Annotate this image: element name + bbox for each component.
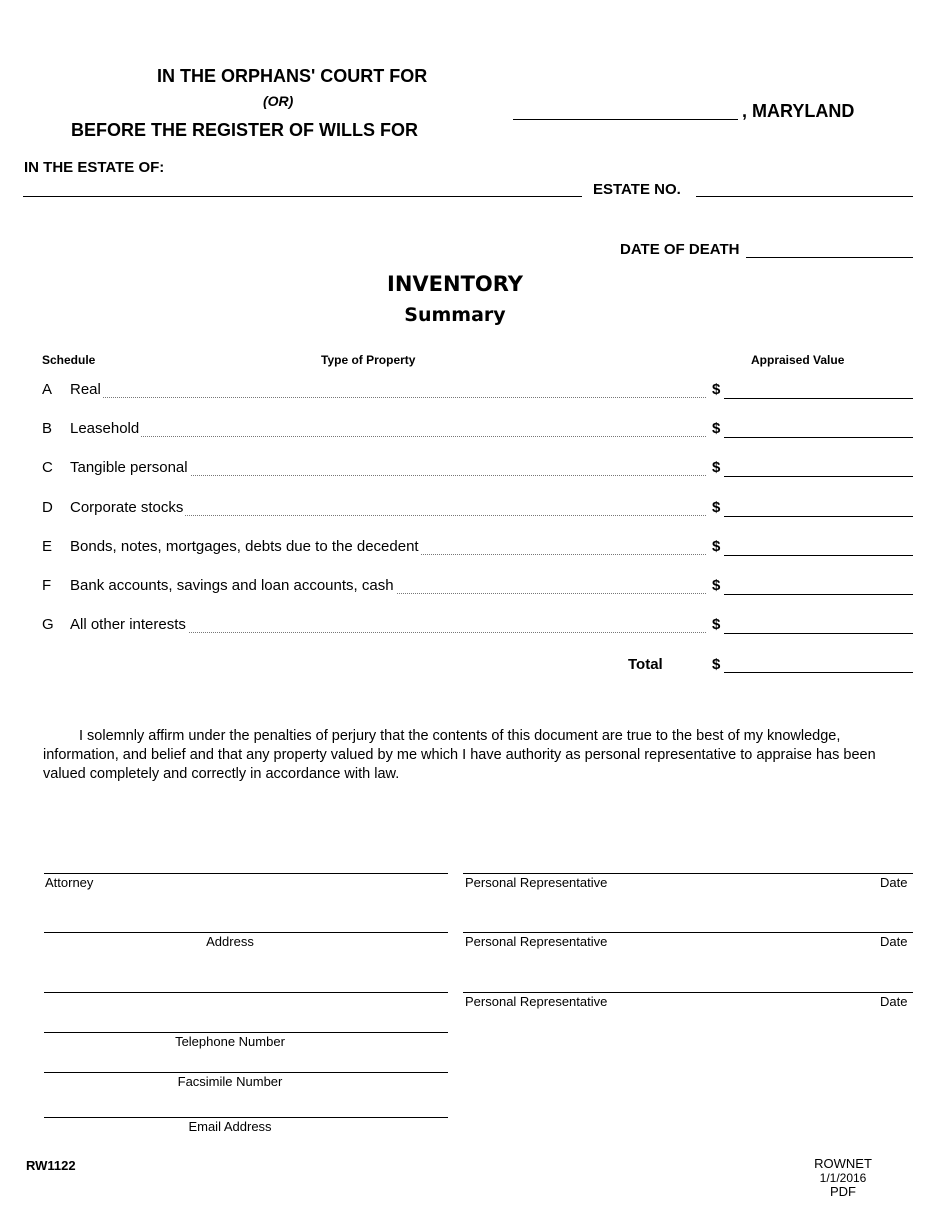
currency-symbol: $ — [712, 577, 721, 594]
date-label: Date — [880, 875, 908, 890]
property-type: Bonds, notes, mortgages, debts due to the decedent — [70, 538, 419, 555]
table-row — [0, 538, 950, 560]
personal-rep-signature-field[interactable] — [463, 932, 913, 933]
page-title: INVENTORY — [387, 272, 523, 296]
personal-rep-label: Personal Representative — [465, 875, 608, 890]
appraised-value-field[interactable] — [724, 516, 913, 517]
total-label: Total — [628, 656, 663, 673]
currency-symbol: $ — [712, 616, 721, 633]
email-field[interactable] — [44, 1117, 448, 1118]
column-header-value: Appraised Value — [751, 353, 845, 367]
schedule-letter: A — [42, 381, 53, 398]
schedule-letter: E — [42, 538, 53, 555]
appraised-value-field[interactable] — [724, 398, 913, 399]
date-of-death-label: DATE OF DEATH — [620, 241, 740, 258]
currency-symbol: $ — [712, 499, 721, 516]
property-type: Leasehold — [70, 420, 140, 437]
court-heading-line2: BEFORE THE REGISTER OF WILLS FOR — [71, 120, 419, 140]
appraised-value-field[interactable] — [724, 437, 913, 438]
table-row — [0, 459, 950, 481]
state-label: , MARYLAND — [742, 101, 855, 121]
form-source: ROWNET — [814, 1156, 872, 1171]
currency-symbol: $ — [712, 656, 721, 673]
telephone-field[interactable] — [44, 1032, 448, 1033]
leader-dots — [70, 436, 706, 437]
court-heading-or: (OR) — [263, 93, 294, 109]
column-header-type: Type of Property — [321, 353, 416, 367]
table-row — [0, 420, 950, 442]
facsimile-field[interactable] — [44, 1072, 448, 1073]
total-value-field[interactable] — [724, 672, 913, 673]
personal-rep-signature-field[interactable] — [463, 992, 913, 993]
affirmation-text: I solemnly affirm under the penalties of perjury that the contents of this document are true to the best of my knowledge, information, and belief and that any property valued by me which I have authority as personal representative to appraise has been valued completely and correctly in accordance with law. — [43, 728, 876, 782]
property-type: Bank accounts, savings and loan accounts, cash — [70, 577, 394, 594]
property-type: All other interests — [70, 616, 186, 633]
address-field[interactable] — [44, 932, 448, 933]
property-type: Tangible personal — [70, 459, 188, 476]
personal-rep-label: Personal Representative — [465, 994, 608, 1009]
table-row — [0, 381, 950, 403]
schedule-letter: C — [42, 459, 53, 476]
appraised-value-field[interactable] — [724, 476, 913, 477]
schedule-letter: B — [42, 420, 53, 437]
date-of-death-field[interactable] — [746, 257, 913, 258]
appraised-value-field[interactable] — [724, 555, 913, 556]
attorney-label: Attorney — [45, 875, 94, 890]
personal-rep-signature-field[interactable] — [463, 873, 913, 874]
facsimile-label: Facsimile Number — [177, 1074, 283, 1089]
appraised-value-field[interactable] — [724, 633, 913, 634]
estate-name-field[interactable] — [23, 196, 582, 197]
date-label: Date — [880, 994, 908, 1009]
county-field[interactable] — [513, 119, 738, 120]
address-line2-field[interactable] — [44, 992, 448, 993]
table-row — [0, 577, 950, 599]
form-format: PDF — [830, 1184, 856, 1199]
currency-symbol: $ — [712, 420, 721, 437]
form-source-block — [790, 1157, 896, 1199]
court-heading-line1: IN THE ORPHANS' COURT FOR — [157, 66, 428, 86]
form-id: RW1122 — [26, 1158, 76, 1173]
estate-no-field[interactable] — [696, 196, 913, 197]
property-type: Corporate stocks — [70, 499, 184, 516]
date-label: Date — [880, 934, 908, 949]
property-type: Real — [70, 381, 101, 398]
estate-of-label: IN THE ESTATE OF: — [24, 159, 165, 176]
schedule-letter: D — [42, 499, 53, 516]
currency-symbol: $ — [712, 459, 721, 476]
email-label: Email Address — [188, 1119, 272, 1134]
column-header-schedule: Schedule — [42, 353, 96, 367]
schedule-letter: G — [42, 616, 54, 633]
appraised-value-field[interactable] — [724, 594, 913, 595]
schedule-letter: F — [42, 577, 52, 594]
page-subtitle: Summary — [404, 304, 506, 326]
personal-rep-label: Personal Representative — [465, 934, 608, 949]
table-row — [0, 616, 950, 638]
form-date: 1/1/2016 — [819, 1171, 867, 1185]
address-label: Address — [206, 934, 254, 949]
table-row — [0, 499, 950, 521]
telephone-label: Telephone Number — [175, 1034, 285, 1049]
currency-symbol: $ — [712, 381, 721, 398]
attorney-signature-field[interactable] — [44, 873, 448, 874]
currency-symbol: $ — [712, 538, 721, 555]
leader-dots — [70, 397, 706, 398]
estate-no-label: ESTATE NO. — [593, 181, 681, 198]
